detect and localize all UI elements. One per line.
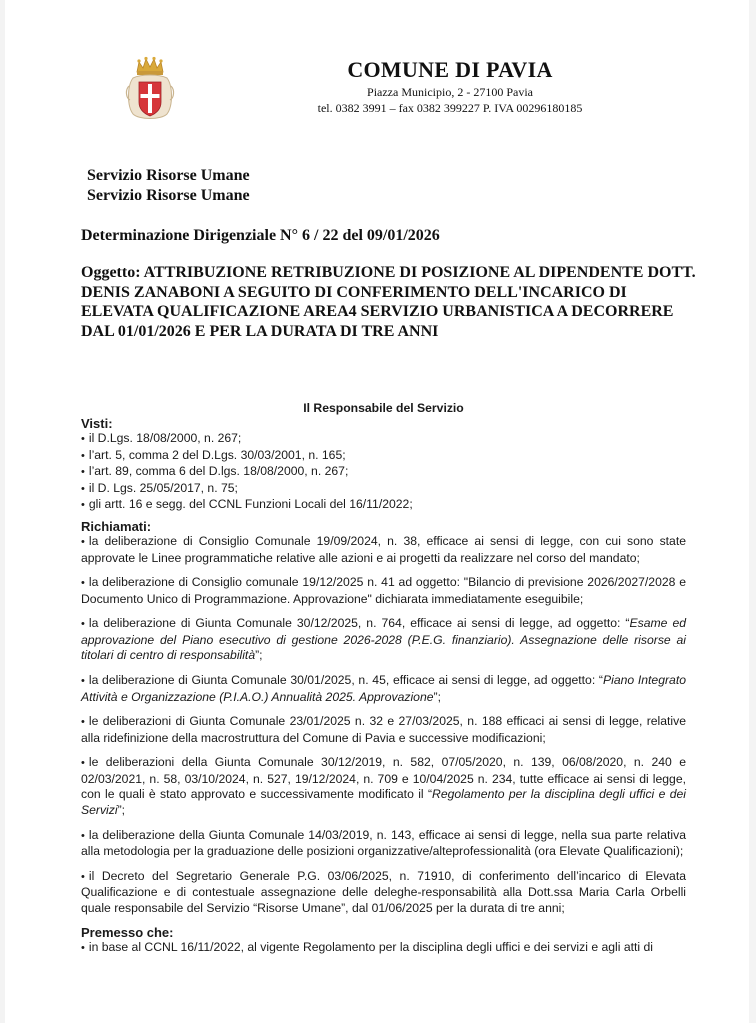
- subject: Oggetto: ATTRIBUZIONE RETRIBUZIONE DI POSIZIONE AL DIPENDENTE DOTT. DENIS ZANABONI A SEGUITO DI CONFERIMENTO DELL'INCARICO DI ELEVATA QUALIFICAZIONE AREA4 SERVIZIO URBANISTICA A DECORRERE DAL 01/01/2026 E PER LA DURATA DI TRE ANNI: [81, 264, 696, 340]
- richiamati-item: [81, 828, 686, 860]
- visti-item: • il D.Lgs. 18/08/2000, n. 267;: [81, 431, 686, 448]
- richiamati-item: [81, 575, 686, 607]
- page-edge: [749, 0, 756, 1023]
- responsible-heading: Il Responsabile del Servizio: [303, 401, 464, 415]
- item-text: il Decreto del Segretario Generale P.G. 03/06/2025, n. 71910, di conferimento dell’incarico di Elevata Qualificazione e di contestuale assegnazione delle deleghe-responsabilità alla Dott.ssa Maria Carla Orbelli quale responsabile del Servizio “Risorse Umane”, dal 01/06/2025 per la durata di tre anni;: [81, 868, 686, 915]
- item-text: la deliberazione di Consiglio Comunale 19/09/2024, n. 38, efficace ai sensi di legge, con cui sono state approvate le Linee programmatiche relative alle azioni e ai progetti da realizzare nel corso del mandato;: [81, 534, 686, 565]
- richiamati-item: [81, 616, 686, 664]
- richiamati-item: [81, 673, 686, 705]
- visti-title: Visti:: [81, 416, 113, 431]
- service-line-2: Servizio Risorse Umane: [87, 187, 250, 204]
- premesso-item: • in base al CCNL 16/11/2022, al vigente Regolamento per la disciplina degli uffici e dei servizi e agli atti di: [81, 940, 686, 957]
- visti-item: • l’art. 89, comma 6 del D.lgs. 18/08/2000, n. 267;: [81, 464, 686, 481]
- visti-list: [81, 431, 686, 514]
- visti-section: [81, 416, 686, 514]
- item-text-end: ”;: [433, 689, 441, 704]
- item-quoted-title: Piano Integrato Attività e Organizzazione (P.I.A.O.) Annualità 2025. Approvazione: [81, 673, 686, 704]
- richiamati-section: [81, 519, 686, 926]
- item-text: la deliberazione di Consiglio comunale 19/12/2025 n. 41 ad oggetto: "Bilancio di previsione 2026/2027/2028 e Documento Unico di Programmazione. Approvazione" dichiarata immediatamente eseguibile;: [81, 575, 686, 606]
- item-quoted-title: Regolamento per la disciplina degli uffici e dei Servizi: [81, 787, 686, 817]
- premesso-section: [81, 925, 686, 957]
- item-text-end: ”;: [255, 648, 263, 663]
- service-line-1: Servizio Risorse Umane: [87, 167, 250, 184]
- coat-of-arms-icon: [125, 56, 175, 124]
- richiamati-item: [81, 869, 686, 917]
- organization-contacts: tel. 0382 3991 – fax 0382 399227 P. IVA 00296180185: [317, 101, 583, 115]
- richiamati-item: [81, 534, 686, 566]
- premesso-title: Premesso che:: [81, 925, 174, 940]
- determination-number: Determinazione Dirigenziale N° 6 / 22 del 09/01/2026: [81, 227, 440, 244]
- organization-address: Piazza Municipio, 2 - 27100 Pavia: [367, 85, 533, 99]
- visti-item: • il D. Lgs. 25/05/2017, n. 75;: [81, 481, 686, 498]
- letterhead: [5, 0, 749, 130]
- item-quoted-title: Esame ed approvazione del Piano esecutivo di gestione 2026-2028 (P.E.G. finanziario). Assegnazione delle risorse ai titolari di centro di responsabilità: [81, 616, 686, 663]
- organization-name: COMUNE DI PAVIA: [347, 57, 553, 82]
- richiamati-list: [81, 534, 686, 916]
- item-text: le deliberazioni della Giunta Comunale 30/12/2019, n. 582, 07/05/2020, n. 139, 06/08/2020, n. 240 e 02/03/2021, n. 58, 03/10/2024, n. 527, 19/12/2024, n. 709 e 10/04/2025 n. 234, tutte efficace ai sensi di legge, con le quali è stato approvato e successivamente modificato il “: [81, 755, 686, 802]
- item-text: la deliberazione di Giunta Comunale 30/01/2025, n. 45, efficace ai sensi di legge, ad oggetto: “: [88, 673, 603, 688]
- richiamati-item: [81, 714, 686, 746]
- item-text: le deliberazioni di Giunta Comunale 23/01/2025 n. 32 e 27/03/2025, n. 188 efficaci ai sensi di legge, relative alla ridefinizione della macrostruttura del Comune di Pavia e successive modificazioni;: [81, 714, 686, 745]
- item-text: la deliberazione di Giunta Comunale 30/12/2025, n. 764, efficace ai sensi di legge, ad oggetto: “: [88, 616, 630, 631]
- visti-item: • gli artt. 16 e segg. del CCNL Funzioni Locali del 16/11/2022;: [81, 497, 686, 514]
- document-page: [5, 0, 749, 1023]
- visti-item: • l’art. 5, comma 2 del D.Lgs. 30/03/2001, n. 165;: [81, 448, 686, 465]
- richiamati-item: [81, 755, 686, 818]
- item-text: la deliberazione della Giunta Comunale 14/03/2019, n. 143, efficace ai sensi di legge, nella sua parte relativa alla metodologia per la graduazione delle posizioni organizzative/alteprofessionalità (ora Elevate Qualificazioni);: [81, 827, 686, 859]
- service-heading: [87, 166, 250, 206]
- item-text-end: ”;: [117, 802, 126, 817]
- premesso-list: [81, 940, 686, 957]
- richiamati-title: Richiamati:: [81, 519, 152, 534]
- letterhead-text: [295, 56, 605, 116]
